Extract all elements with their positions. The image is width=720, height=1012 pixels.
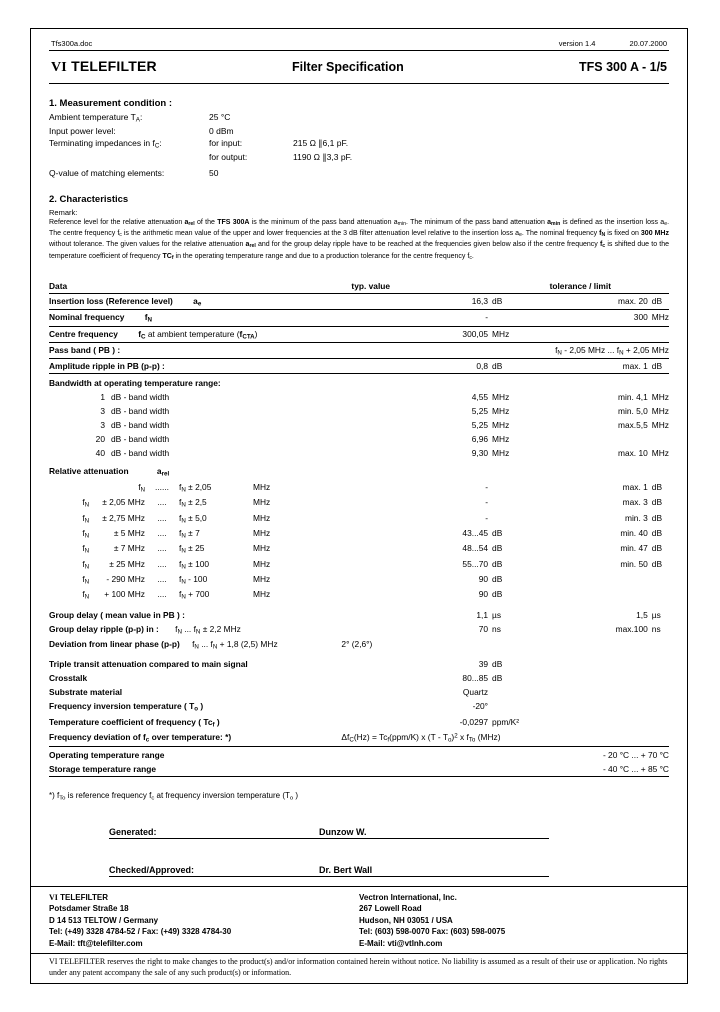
- column-header-tolerance: tolerance / limit: [536, 279, 652, 294]
- terminating-output-value: 1190 Ω ∥3,3 pF.: [293, 151, 353, 162]
- relative-attenuation-row: $f_N - 290$ MHz .... $f_N - 100$ MHz 90 dB: [82, 573, 503, 586]
- amplitude-ripple-tol-unit: dB: [652, 359, 669, 374]
- footer-left-address: [49, 892, 359, 950]
- section-1-heading: 1. Measurement condition :: [49, 98, 172, 109]
- misc-spec-row: Frequency inversion temperature ( $T_o$ ) -20°: [49, 701, 489, 713]
- terminating-input-row: [49, 138, 669, 152]
- storage-temp-value: - 40 °C ... + 85 °C: [335, 762, 669, 777]
- rel-att-symbol: $a_{rel}$: [156, 466, 170, 478]
- operating-temp-value: - 20 °C ... + 70 °C: [602, 749, 669, 760]
- bandwidth-row-group: [49, 390, 669, 460]
- row-operating-temp: [49, 746, 669, 762]
- measurement-conditions: [49, 112, 669, 180]
- nominal-frequency-label: Nominal frequency: [49, 312, 125, 323]
- nominal-frequency-tol-unit: MHz: [652, 310, 669, 326]
- centre-frequency-detail: at ambient temperature: [147, 328, 235, 339]
- footer-right-address: [359, 892, 669, 950]
- generated-row[interactable]: [109, 827, 549, 839]
- input-power-value: 0 dBm: [209, 125, 234, 136]
- page-title: Filter Specification: [291, 60, 404, 74]
- footer-left-city: D 14 513 TELTOW / Germany: [49, 915, 159, 925]
- logo-name: TELEFILTER: [71, 58, 157, 74]
- footer-addresses: [31, 887, 687, 954]
- freq-deviation-label: Frequency deviation of $f_c$ over temperature: *): [49, 730, 335, 746]
- pass-band-label: Pass band ( PB ) :: [49, 343, 335, 359]
- storage-temp-label: Storage temperature range: [49, 762, 335, 777]
- terminating-output-row: [49, 152, 669, 164]
- footer-left-company: VI TELEFILTER: [49, 892, 108, 902]
- relative-attenuation-row: $f_N + 100$ MHz .... $f_N + 700$ MHz 90 dB: [82, 589, 503, 601]
- footer-right-company: Vectron International, Inc.: [359, 892, 457, 902]
- centre-frequency-typ-unit: MHz: [492, 326, 536, 342]
- document-filename: Tfs300a.doc: [51, 39, 93, 48]
- terminating-output-label: for output:: [209, 151, 248, 162]
- row-insertion-loss: [49, 294, 669, 310]
- insertion-loss-typ-unit: dB: [492, 294, 536, 310]
- terminating-input-value: 215 Ω ∥6,1 pF.: [293, 137, 349, 148]
- group-delay-ripple-range: $f_N$ ... $f_N \pm 2,2$ MHz: [175, 623, 241, 636]
- q-value: 50: [209, 168, 219, 179]
- legal-disclaimer: VI TELEFILTER reserves the right to make changes to the product(s) and/or information contained herein without notice. No liability is assumed as a result of their use or application. No rights under any patent accompany the sale of any such product(s) or information.: [31, 953, 687, 983]
- footer-right-email[interactable]: E-Mail: vti@vtlnh.com: [359, 938, 443, 948]
- misc-spec-row: Substrate material Quartz: [49, 687, 489, 698]
- row-rel-att-heading: [49, 460, 669, 479]
- group-delay-ripple-label: Group delay ripple (p-p) in :: [49, 623, 159, 634]
- rel-att-heading: Relative attenuation: [49, 466, 129, 477]
- row-storage-temp: [49, 762, 669, 777]
- bandwidth-row: 40 dB - band width 9,30 MHz max. 10 MHz: [95, 448, 669, 459]
- logo-vi: VI: [51, 60, 67, 75]
- row-nominal-frequency: [49, 310, 669, 326]
- group-delay-label: Group delay ( mean value in PB ) :: [49, 609, 185, 620]
- insertion-loss-tol-unit: dB: [652, 294, 669, 310]
- footer-left-phone: Tel: (+49) 3328 4784-52 / Fax: (+49) 3328 4784-30: [49, 927, 232, 936]
- terminating-input-label: for input:: [209, 137, 243, 148]
- q-value-label: Q-value of matching elements:: [49, 168, 165, 179]
- row-linear-phase: [49, 637, 669, 652]
- group-delay-tol-unit: µs: [651, 609, 661, 620]
- operating-temp-label: Operating temperature range: [49, 749, 165, 760]
- ambient-temperature-value: 25 °C: [209, 112, 231, 122]
- pass-band-limit: $f_N - 2,05$ MHz ... $f_N + 2,05$ MHz: [536, 343, 669, 359]
- relative-attenuation-row: $f_N \pm 7$ MHz .... $f_N \pm 25$ MHz 48...54 dB min. 47 dB: [82, 543, 663, 555]
- title-bar: [49, 51, 669, 83]
- group-delay-ripple-tol: max.100: [615, 623, 648, 634]
- linear-phase-label: Deviation from linear phase (p-p): [49, 639, 180, 650]
- insertion-loss-label: Insertion loss (Reference level): [49, 296, 173, 307]
- amplitude-ripple-label: Amplitude ripple in PB (p-p) :: [49, 359, 335, 374]
- group-delay-ripple-typ: 70: [478, 623, 489, 634]
- insertion-loss-typ: 16,3: [335, 294, 492, 310]
- row-amplitude-ripple: [49, 359, 669, 374]
- specification-table: [49, 279, 669, 776]
- document-header: [49, 39, 669, 50]
- row-group-delay-ripple: [49, 622, 669, 637]
- column-header-typ: typ. value: [335, 279, 492, 294]
- title-divider: [49, 83, 669, 84]
- ambient-temperature-row: [49, 112, 669, 126]
- relative-attenuation-row: $f_N \pm 5$ MHz .... $f_N \pm 7$ MHz 43...45 dB min. 40 dB: [82, 527, 663, 540]
- bandwidth-row: 3 dB - band width 5,25 MHz min. 5,0 MHz: [100, 406, 669, 417]
- footnote: *) $f_{To}$ is reference frequency $f_c$ at frequency inversion temperature ($T_o$ ): [49, 790, 299, 801]
- linear-phase-typ: 2° (2,6°): [341, 639, 373, 650]
- misc-spec-row: Triple transit attenuation compared to main signal 39 dB: [49, 659, 503, 670]
- column-header-data: Data: [49, 279, 335, 294]
- bandwidth-row: 20 dB - band width 6,96 MHz: [95, 434, 510, 445]
- footnote-marker: *): [49, 790, 55, 800]
- part-number: TFS 300 A - 1/5: [579, 60, 667, 74]
- group-delay-ripple-tol-unit: ns: [651, 623, 661, 634]
- centre-frequency-label: Centre frequency: [49, 328, 118, 339]
- row-bandwidth-heading: [49, 374, 669, 391]
- centre-frequency-typ: 300,05: [335, 326, 492, 342]
- group-delay-tol: 1,5: [636, 609, 648, 620]
- centre-frequency-detail2: $(f_{CTA})$: [236, 328, 258, 341]
- amplitude-ripple-typ-unit: dB: [492, 359, 536, 374]
- remark-text: Reference level for the relative attenuation $a_{rel}$ of the TFS 300A is the minimum of the pass band attenuation $a_{min}$. The minimum of the pass band attenuation $a_{min}$ is defined as the insertion loss $a_e$. The centre frequency $f_c$ is the arithmetic mean value of the upper and lower frequencies at the 3 dB filter attenuation level relative to the insertion loss $a_e$. The nominal frequency $f_N$ is fixed on 300 MHz without tolerance. The given values for the relative attenuation $a_{rel}$ and for the group delay ripple have to be reached at the frequencies given below also if the centre frequency $f_c$ is shifted due to the temperature coefficient of frequency $TC_f$ in the operating temperature range and due to a production tolerance for the centre frequency $f_c$.: [49, 218, 670, 261]
- approved-label: Checked/Approved:: [109, 864, 195, 875]
- generated-label: Generated:: [109, 826, 157, 837]
- linear-phase-range: $f_N$ ... $f_N + 1,8$ (2,5) MHz: [192, 639, 278, 651]
- signature-block: [109, 827, 669, 877]
- footer-left-email[interactable]: E-Mail: tft@telefilter.com: [49, 938, 143, 948]
- approved-value: Dr. Bert Wall: [319, 864, 373, 875]
- bandwidth-row: 1 dB - band width 4,55 MHz min. 4,1 MHz: [100, 392, 669, 403]
- nominal-frequency-typ: -: [335, 310, 492, 326]
- table-header-row: [49, 279, 669, 294]
- insertion-loss-symbol: $a_e$: [193, 296, 202, 308]
- bandwidth-heading: Bandwidth at operating temperature range:: [49, 378, 221, 389]
- document-date: 20.07.2000: [629, 39, 667, 48]
- footer-left-street: Potsdamer Straße 18: [49, 904, 129, 913]
- insertion-loss-tol: max. 20: [536, 294, 652, 310]
- row-centre-frequency: [49, 326, 669, 342]
- amplitude-ripple-tol: max. 1: [536, 359, 652, 374]
- input-power-row: [49, 126, 669, 138]
- amplitude-ripple-typ: 0,8: [335, 359, 492, 374]
- section-2-heading: 2. Characteristics: [49, 193, 129, 205]
- relative-attenuation-row: $f_N \pm 2,75$ MHz .... $f_N \pm 5,0$ MHz - min. 3 dB: [82, 512, 663, 524]
- relative-attenuation-row: $f_N \pm 25$ MHz .... $f_N \pm 100$ MHz 55...70 dB min. 50 dB: [82, 558, 663, 570]
- bandwidth-row: 3 dB - band width 5,25 MHz max.5,5 MHz: [100, 420, 669, 431]
- row-pass-band: [49, 343, 669, 359]
- terminating-impedance-label: Terminating impedances in $f_C$:: [49, 137, 162, 149]
- group-delay-ripple-typ-unit: ns: [492, 623, 501, 634]
- input-power-label: Input power level:: [49, 125, 116, 136]
- page-border: [30, 28, 688, 984]
- document-version: version 1.4: [558, 39, 596, 48]
- freq-deviation-formula: $\Delta f_C(Hz) = Tc_f(ppm/K)$ x $(T - T_o)^2$ x $f_{To}$ (MHz): [335, 730, 669, 746]
- footer-right-street: 267 Lowell Road: [359, 904, 422, 913]
- q-value-row: [49, 168, 669, 180]
- generated-value: Dunzow W.: [319, 826, 367, 837]
- group-delay-typ-unit: µs: [492, 609, 502, 620]
- misc-spec-row: Temperature coefficient of frequency ( $Tc_f$ ) -0,0297 ppm/K²: [49, 716, 520, 729]
- misc-row-group: [49, 652, 669, 730]
- relative-attenuation-row-group: [49, 480, 669, 603]
- nominal-frequency-tol: 300: [536, 310, 652, 326]
- ambient-temperature-label: Ambient temperature $T_A$:: [49, 112, 143, 124]
- relative-attenuation-row: $f_N \pm 2,05$ MHz .... $f_N \pm 2,5$ MHz - max. 3 dB: [82, 497, 663, 509]
- row-frequency-deviation: [49, 730, 669, 746]
- page-footer: [31, 886, 687, 984]
- footer-right-phone: Tel: (603) 598-0070 Fax: (603) 598-0075: [359, 927, 506, 936]
- footer-right-city: Hudson, NH 03051 / USA: [359, 915, 453, 925]
- row-group-delay: [49, 603, 669, 622]
- remark-label: Remark:: [49, 207, 78, 217]
- approved-row[interactable]: [109, 865, 549, 877]
- centre-frequency-symbol: $f_C$: [138, 328, 146, 341]
- group-delay-typ: 1,1: [476, 609, 489, 620]
- relative-attenuation-row: $f_N$ ...... $f_N \pm 2,05$ MHz - max. 1 dB: [138, 481, 663, 494]
- misc-spec-row: Crosstalk 80...85 dB: [49, 673, 503, 684]
- nominal-frequency-symbol: $f_N$: [144, 312, 153, 324]
